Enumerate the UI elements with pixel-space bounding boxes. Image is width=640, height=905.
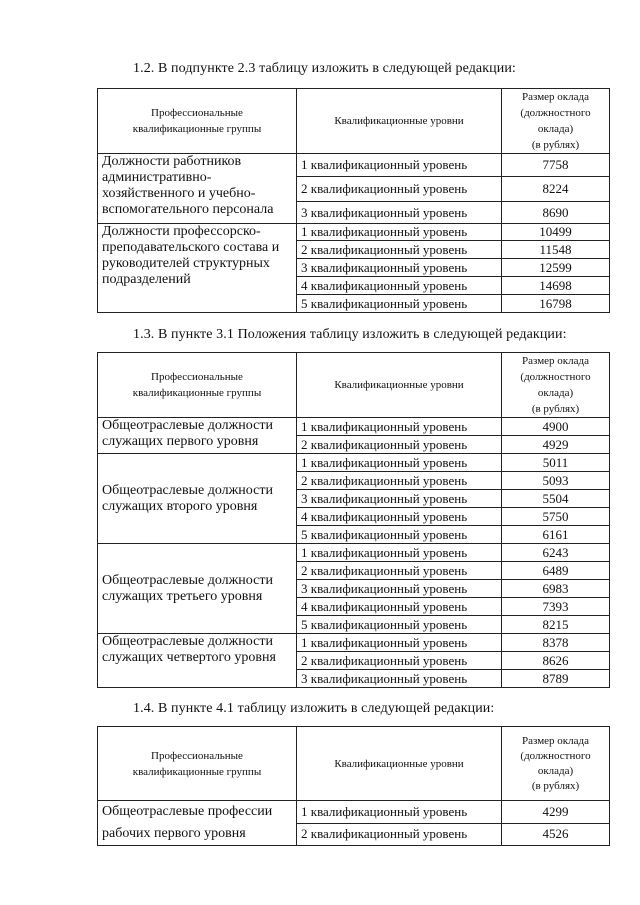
level-cell: 1 квалификационный уровень [297,801,502,824]
header-group: Профессиональные квалификационные группы [98,89,297,154]
header-salary: Размер оклада (должностного оклада) (в рублях) [502,89,610,154]
salary-cell: 5504 [502,490,610,508]
group-name: Общеотраслевые должности служащих второго уровня [98,454,297,544]
salary-cell: 8789 [502,670,610,688]
section-heading: 1.3. В пункте 3.1 Положения таблицу изложить в следующей редакции: [133,327,567,342]
level-cell: 2 квалификационный уровень [297,652,502,670]
level-cell: 1 квалификационный уровень [297,224,502,241]
group-name: Общеотраслевые профессии рабочих первого уровня [98,801,297,846]
section-heading: 1.4. В пункте 4.1 таблицу изложить в следующей редакции: [133,701,495,716]
salary-cell: 6243 [502,544,610,562]
level-cell: 2 квалификационный уровень [297,562,502,580]
header-level: Квалификационные уровни [297,353,502,418]
group-name: Общеотраслевые должности служащих третьего уровня [98,544,297,634]
level-cell: 1 квалификационный уровень [297,634,502,652]
section-heading: 1.2. В подпункте 2.3 таблицу изложить в следующей редакции: [133,61,516,76]
level-cell: 3 квалификационный уровень [297,490,502,508]
level-cell: 4 квалификационный уровень [297,277,502,295]
header-group: Профессиональные квалификационные группы [98,727,297,801]
header-level: Квалификационные уровни [297,727,502,801]
salary-cell: 8626 [502,652,610,670]
salary-cell: 5011 [502,454,610,472]
level-cell: 1 квалификационный уровень [297,544,502,562]
salary-cell: 4929 [502,436,610,454]
salary-cell: 4526 [502,823,610,846]
level-cell: 5 квалификационный уровень [297,295,502,313]
salary-cell: 5093 [502,472,610,490]
salary-cell: 7758 [502,154,610,177]
group-name: Должности профессорско-преподавательского состава и руководителей структурных подразделений [98,224,297,313]
salary-cell: 4900 [502,418,610,436]
group-name: Общеотраслевые должности служащих первого уровня [98,418,297,454]
level-cell: 2 квалификационный уровень [297,436,502,454]
level-cell: 1 квалификационный уровень [297,454,502,472]
salary-cell: 6489 [502,562,610,580]
level-cell: 3 квалификационный уровень [297,580,502,598]
salary-cell: 8215 [502,616,610,634]
group-name: Общеотраслевые должности служащих четвертого уровня [98,634,297,688]
level-cell: 4 квалификационный уровень [297,508,502,526]
level-cell: 2 квалификационный уровень [297,241,502,259]
header-salary: Размер оклада (должностного оклада) (в рублях) [502,353,610,418]
header-salary: Размер оклада (должностного оклада) (в рублях) [502,727,610,801]
salary-cell: 6983 [502,580,610,598]
level-cell: 3 квалификационный уровень [297,202,502,224]
header-group: Профессиональные квалификационные группы [98,353,297,418]
level-cell: 3 квалификационный уровень [297,670,502,688]
salary-cell: 5750 [502,508,610,526]
salary-table [97,88,610,313]
level-cell: 3 квалификационный уровень [297,259,502,277]
salary-cell: 14698 [502,277,610,295]
level-cell: 2 квалификационный уровень [297,177,502,202]
salary-cell: 16798 [502,295,610,313]
group-name: Должности работников административно-хозяйственного и учебно-вспомогательного персонала [98,154,297,224]
level-cell: 4 квалификационный уровень [297,598,502,616]
level-cell: 1 квалификационный уровень [297,154,502,177]
level-cell: 2 квалификационный уровень [297,823,502,846]
salary-cell: 10499 [502,224,610,241]
salary-table [97,352,610,688]
salary-cell: 4299 [502,801,610,824]
salary-cell: 6161 [502,526,610,544]
salary-cell: 8224 [502,177,610,202]
salary-cell: 12599 [502,259,610,277]
salary-cell: 8378 [502,634,610,652]
level-cell: 5 квалификационный уровень [297,526,502,544]
level-cell: 5 квалификационный уровень [297,616,502,634]
salary-cell: 11548 [502,241,610,259]
level-cell: 2 квалификационный уровень [297,472,502,490]
header-level: Квалификационные уровни [297,89,502,154]
level-cell: 1 квалификационный уровень [297,418,502,436]
salary-cell: 8690 [502,202,610,224]
salary-table [97,726,610,846]
salary-cell: 7393 [502,598,610,616]
